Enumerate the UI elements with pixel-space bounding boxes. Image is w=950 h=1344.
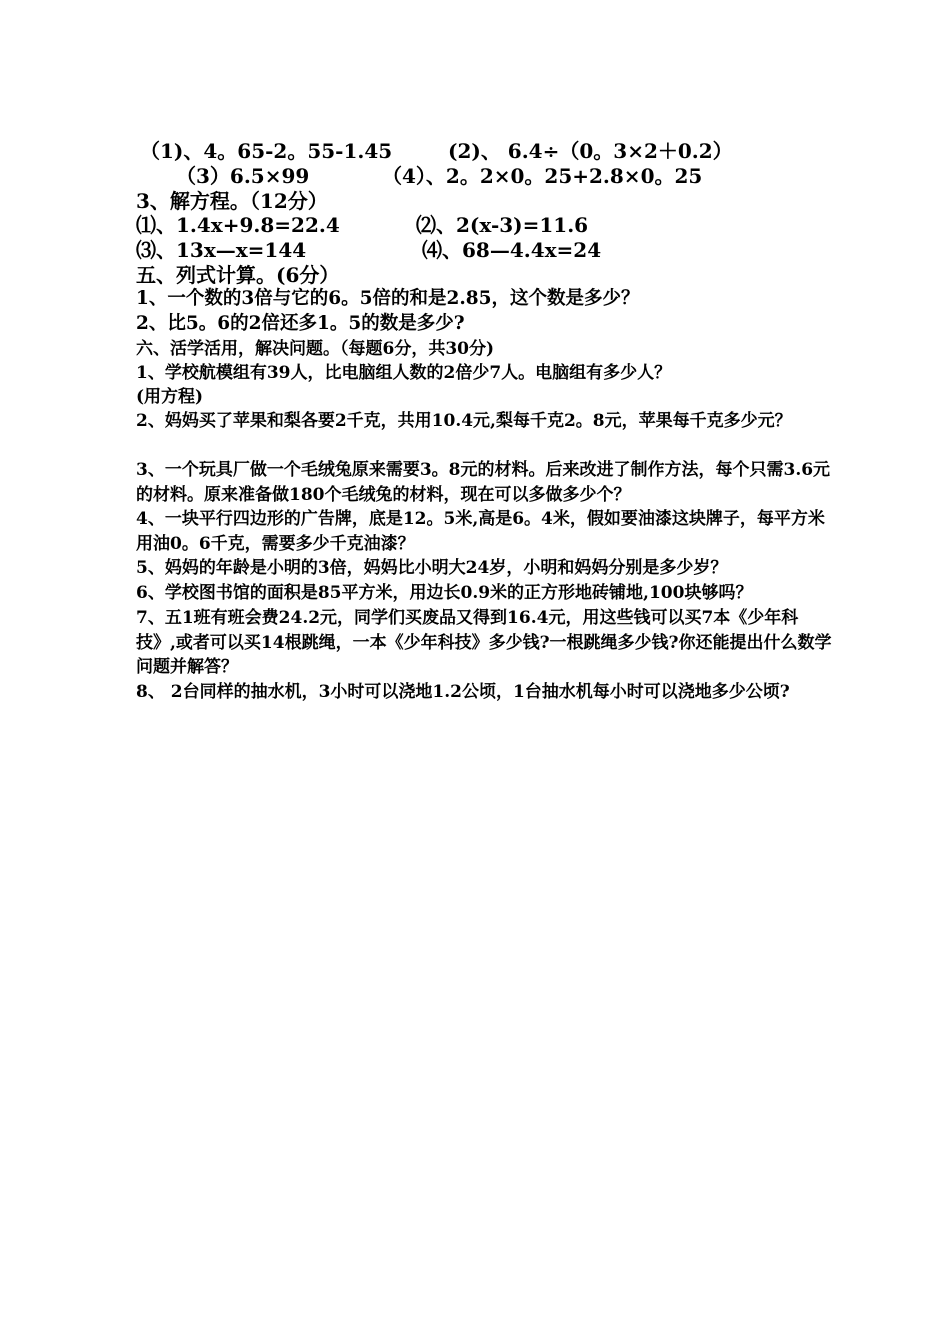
word-problem-1: 1、学校航模组有39人，比电脑组人数的2倍少7人。电脑组有多少人？ bbox=[136, 363, 672, 383]
equation-1: ⑴、1.4x+9.8=22.4 bbox=[136, 213, 340, 237]
section-6-title: 六、活学活用，解决问题。（每题6分，共30分) bbox=[136, 339, 495, 359]
calc-problem-1: （1)、4。65-2。55-1.45 bbox=[140, 139, 393, 163]
calc-problem-4: （4）、2。2×0。25+2.8×0。25 bbox=[382, 164, 703, 188]
word-problem-3: 3、一个玩具厂做一个毛绒兔原来需要3。8元的材料。后来改进了制作方法，每个只需3.6元的材料。原来准备做180个毛绒兔的材料，现在可以多做多少个？ bbox=[136, 460, 831, 505]
calc-problem-2: (2)、 6.4÷（0。3×2＋0.2） bbox=[448, 139, 733, 163]
word-problem-8: 8、 2台同样的抽水机，3小时可以浇地1.2公顷，1台抽水机每小时可以浇地多少公顷? bbox=[136, 682, 790, 702]
section-5-title: 五、列式计算。(6分） bbox=[136, 263, 340, 287]
word-problem-5: 5、妈妈的年龄是小明的3倍，妈妈比小明大24岁，小明和妈妈分别是多少岁？ bbox=[136, 558, 728, 578]
equation-4: ⑷、68—4.4x=24 bbox=[422, 238, 602, 262]
word-problem-7: 7、五1班有班会费24.2元，同学们买废品又得到16.4元，用这些钱可以买7本《少年科技》,或者可以买14根跳绳，一本《少年科技》多少钱?一根跳绳多少钱?你还能提出什么数学问题并解答？ bbox=[136, 608, 832, 677]
word-problem-2: 2、妈妈买了苹果和梨各要2千克，共用10.4元,梨每千克2。8元，苹果每千克多少元？ bbox=[136, 411, 792, 431]
expression-problem-2: 2、比5。6的2倍还多1。5的数是多少? bbox=[136, 313, 465, 334]
section-3-title: 3、解方程。（12分） bbox=[136, 189, 328, 213]
word-problem-1-note: (用方程) bbox=[136, 387, 204, 407]
equation-3: ⑶、13x—x=144 bbox=[136, 238, 307, 262]
equation-2: ⑵、2(x-3)=11.6 bbox=[416, 213, 589, 237]
calc-problem-3: （3）6.5×99 bbox=[176, 164, 310, 188]
word-problem-4: 4、一块平行四边形的广告牌，底是12。5米,高是6。4米，假如要油漆这块牌子，每平方米用油0。6千克，需要多少千克油漆？ bbox=[136, 509, 825, 554]
word-problem-6: 6、学校图书馆的面积是85平方米，用边长0.9米的正方形地砖铺地,100块够吗？ bbox=[136, 583, 753, 603]
expression-problem-1: 1、一个数的3倍与它的6。5倍的和是2.85，这个数是多少？ bbox=[136, 288, 640, 309]
